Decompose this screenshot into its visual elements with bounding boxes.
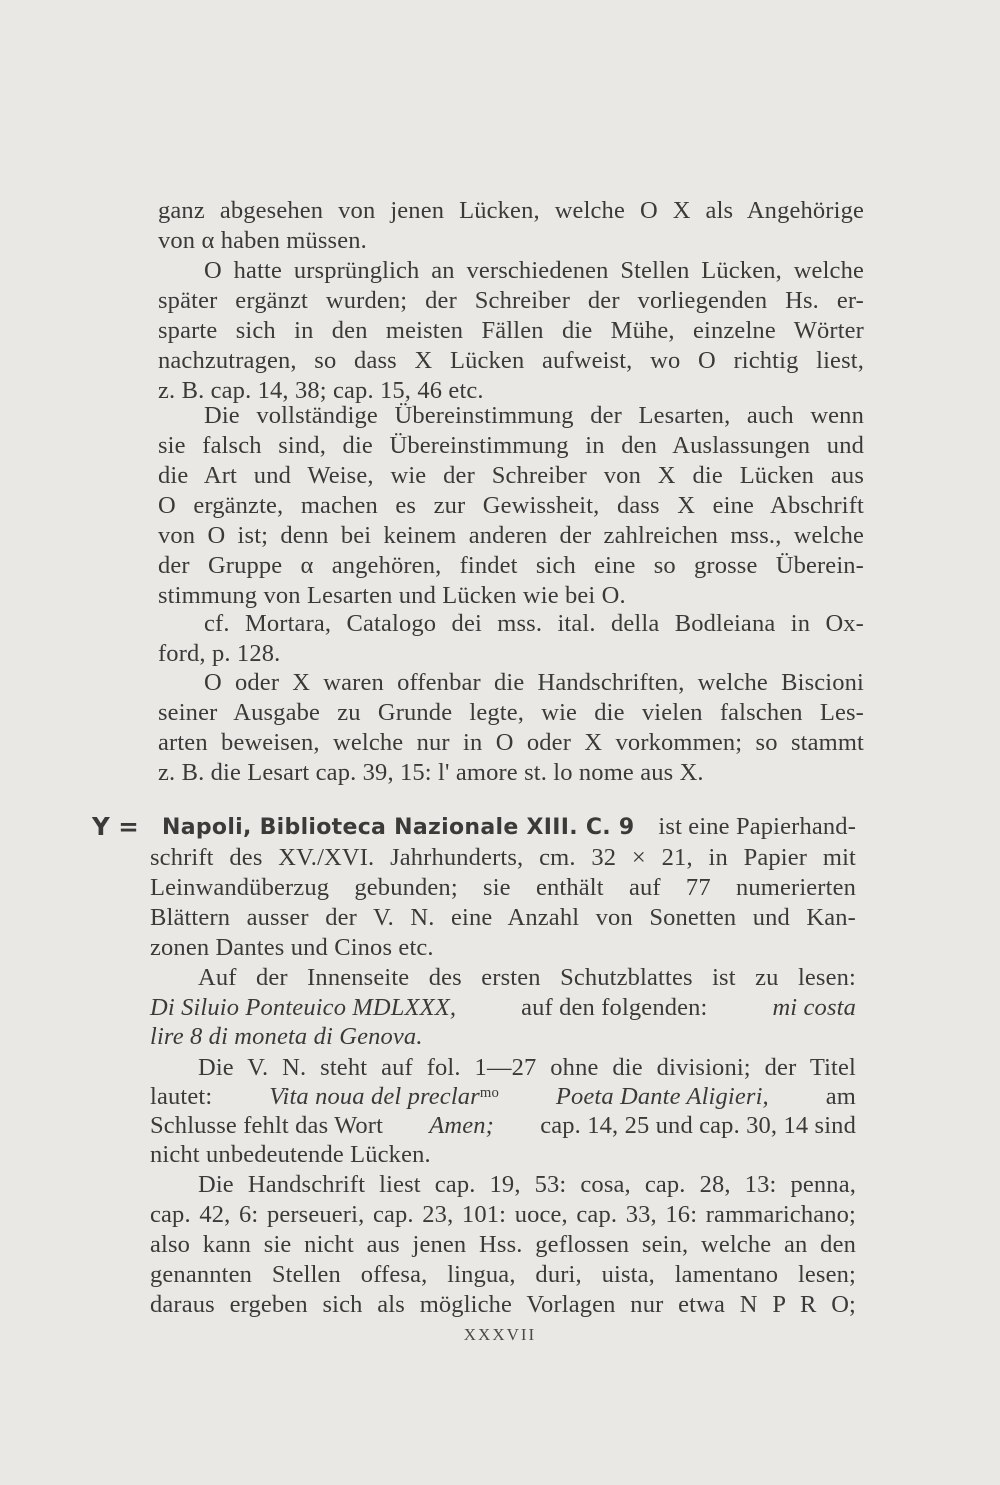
text-line: nachzutragen, so dass X Lücken aufweist, wo O richtig liest, [158, 347, 864, 374]
text-line: Die Handschrift liest cap. 19, 53: cosa, cap. 28, 13: penna, [198, 1171, 856, 1198]
text-line: zonen Dantes und Cinos etc. [150, 934, 434, 961]
text-line: Leinwandüberzug gebunden; sie enthält auf 77 numerierten [150, 874, 856, 901]
text-line: von α haben müssen. [158, 227, 367, 254]
text-line: Die V. N. steht auf fol. 1—27 ohne die divisioni; der Titel [198, 1054, 856, 1081]
text-fragment: lautet: [150, 1083, 213, 1110]
italic-title [269, 1082, 499, 1112]
text-line: z. B. cap. 14, 38; cap. 15, 46 etc. [158, 377, 484, 404]
italic-fragment: mi costa [772, 994, 856, 1021]
text-line [150, 993, 856, 1023]
text-line: Die vollständige Übereinstimmung der Lesarten, auch wenn [204, 402, 864, 429]
text-line: O ergänzte, machen es zur Gewissheit, dass X eine Abschrift [158, 492, 864, 519]
text-fragment: am [825, 1083, 856, 1110]
manuscript-heading: Napoli, Biblioteca Nazionale XIII. C. 9 [162, 815, 635, 840]
text-line: stimmung von Lesarten und Lücken wie bei O. [158, 582, 626, 609]
section-heading-line [162, 812, 856, 843]
text-line: später ergänzt wurden; der Schreiber der vorliegenden Hs. er- [158, 287, 864, 314]
superscript: mo [479, 1085, 499, 1101]
italic-line: lire 8 di moneta di Genova. [150, 1023, 423, 1050]
text-line: z. B. die Lesart cap. 39, 15: l' amore st. lo nome aus X. [158, 759, 704, 786]
text-line [150, 1082, 856, 1112]
text-fragment: ist eine Papierhand- [658, 813, 856, 840]
text-line: schrift des XV./XVI. Jahrhunderts, cm. 32 × 21, in Papier mit [150, 844, 856, 871]
text-line: die Art und Weise, wie der Schreiber von X die Lücken aus [158, 462, 864, 489]
text-line: Blättern ausser der V. N. eine Anzahl von Sonetten und Kan- [150, 904, 856, 931]
text-line [150, 1111, 856, 1141]
text-fragment: auf den folgenden: [521, 994, 708, 1021]
text-line: nicht unbedeutende Lücken. [150, 1141, 431, 1168]
text-line: der Gruppe α angehören, findet sich eine so grosse Überein- [158, 552, 864, 579]
text-line: daraus ergeben sich als mögliche Vorlagen nur etwa N P R O; [150, 1291, 856, 1318]
italic-fragment: Amen; [429, 1112, 494, 1139]
text-fragment: cap. 14, 25 und cap. 30, 14 sind [540, 1112, 856, 1139]
text-line: ganz abgesehen von jenen Lücken, welche O X als Angehörige [158, 197, 864, 224]
text-line: genannten Stellen offesa, lingua, duri, uista, lamentano lesen; [150, 1261, 856, 1288]
section-label: Y = [92, 812, 139, 841]
text-line: arten beweisen, welche nur in O oder X vorkommen; so stammt [158, 729, 864, 756]
text-line: sparte sich in den meisten Fällen die Mühe, einzelne Wörter [158, 317, 864, 344]
text-line: cap. 42, 6: perseueri, cap. 23, 101: uoce, cap. 33, 16: rammarichano; [150, 1201, 856, 1228]
text-line: O hatte ursprünglich an verschiedenen Stellen Lücken, welche [204, 257, 864, 284]
italic-fragment: Vita noua del preclar [269, 1083, 480, 1110]
italic-fragment: Poeta Dante Aligieri, [555, 1083, 769, 1110]
text-line: seiner Ausgabe zu Grunde legte, wie die vielen falschen Les- [158, 699, 864, 726]
text-line: ford, p. 128. [158, 640, 281, 667]
text-line: cf. Mortara, Catalogo dei mss. ital. della Bodleiana in Ox- [204, 610, 864, 637]
text-line: Auf der Innenseite des ersten Schutzblattes ist zu lesen: [198, 964, 856, 991]
page-number: XXXVII [463, 1325, 537, 1344]
text-line: O oder X waren offenbar die Handschriften, welche Biscioni [204, 669, 864, 696]
text-line: von O ist; denn bei keinem anderen der zahlreichen mss., welche [158, 522, 864, 549]
text-line: sie falsch sind, die Übereinstimmung in den Auslassungen und [158, 432, 864, 459]
text-fragment: Schlusse fehlt das Wort [150, 1112, 384, 1139]
text-line: also kann sie nicht aus jenen Hss. geflossen sein, welche an den [150, 1231, 856, 1258]
italic-fragment: Di Siluio Ponteuico MDLXXX, [150, 994, 457, 1021]
